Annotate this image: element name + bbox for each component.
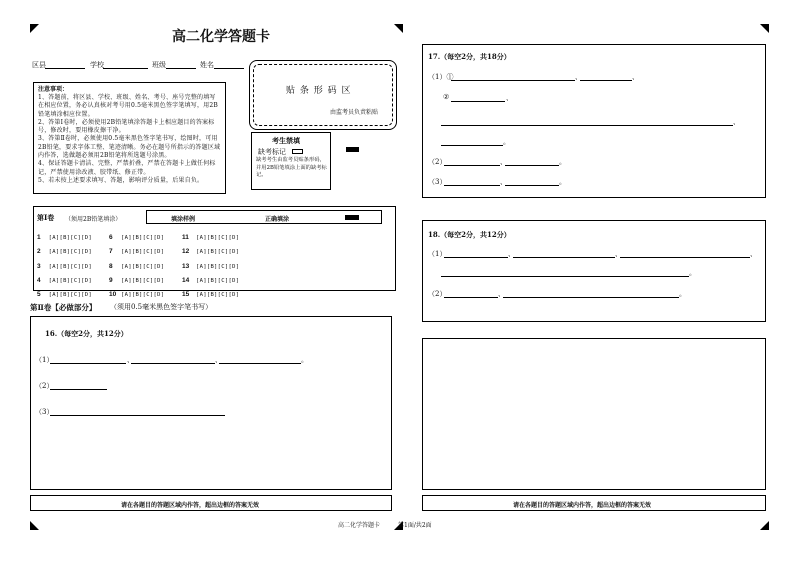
option-bubbles[interactable]: [A][B][C][D] xyxy=(196,249,240,256)
answer-blank[interactable] xyxy=(503,297,679,298)
absent-mark-label: 缺考标记 xyxy=(258,148,286,156)
blank-answer-box[interactable] xyxy=(422,338,766,490)
option-bubbles[interactable]: [A][B][C][D] xyxy=(48,277,92,284)
separator: 、 xyxy=(498,290,505,298)
q17-part1-label: （1）① xyxy=(428,73,454,81)
barcode-sub: 由监考员负责粘贴 xyxy=(330,109,379,116)
question-number: 15 xyxy=(182,291,190,299)
answer-blank[interactable] xyxy=(513,257,615,258)
school-label: 学校 xyxy=(90,61,104,69)
q18-part1-label: （1） xyxy=(428,250,447,258)
question-number: 12 xyxy=(182,248,190,256)
page-title: 高二化学答题卡 xyxy=(172,29,270,45)
warning-text: 请在各题目的答题区域内作答，超出边框的答案无效 xyxy=(121,502,260,509)
separator: 、 xyxy=(500,178,507,186)
answer-blank[interactable] xyxy=(219,363,301,364)
q18-header: 18.（每空2分，共12分） xyxy=(428,230,511,239)
option-bubbles[interactable]: [A][B][C][D] xyxy=(48,263,92,270)
question-number: 3 xyxy=(37,262,41,270)
footer-page: 第1面/共2面 xyxy=(398,522,432,529)
absent-desc: 缺考考生由监考员贴条形码，并用2B铅笔填涂上面的缺考标记。 xyxy=(256,157,327,178)
separator: 、 xyxy=(508,250,515,258)
class-input[interactable] xyxy=(166,68,196,69)
answer-blank[interactable] xyxy=(444,297,498,298)
corner-mark xyxy=(30,521,39,530)
separator: 、 xyxy=(127,356,134,364)
answer-blank[interactable] xyxy=(620,257,750,258)
question-number: 13 xyxy=(182,262,190,270)
answer-blank[interactable] xyxy=(451,101,505,102)
q16-answer-box[interactable] xyxy=(30,316,392,490)
q17-header: 17.（每空2分，共18分） xyxy=(428,52,511,61)
name-input[interactable] xyxy=(214,68,244,69)
separator: 、 xyxy=(615,250,622,258)
answer-blank[interactable] xyxy=(505,165,559,166)
q16-part2-label: （2） xyxy=(35,382,54,390)
q16-part1-label: （1） xyxy=(35,356,54,364)
answer-blank[interactable] xyxy=(50,415,225,416)
separator: 、 xyxy=(733,118,740,126)
warning-box xyxy=(30,495,392,511)
notice-heading: 注意事项： xyxy=(38,86,69,93)
notice-item: 1、答题前，将区县、学校、班级、姓名、考号、座号完整的填写在相应位置，务必认真核对考号用0.5毫米黑色签字笔填写，用2B铅笔填涂相应位置。 xyxy=(38,94,218,118)
answer-blank[interactable] xyxy=(441,145,503,146)
separator: 、 xyxy=(750,250,757,258)
question-number: 2 xyxy=(37,248,41,256)
name-label: 姓名 xyxy=(200,61,214,69)
separator: 。 xyxy=(689,269,696,277)
q17-answer-box[interactable] xyxy=(422,44,766,198)
answer-blank[interactable] xyxy=(50,363,126,364)
question-number: 10 xyxy=(109,291,117,299)
part1-note: （须用2B铅笔填涂） xyxy=(65,216,122,223)
option-bubbles[interactable]: [A][B][C][D] xyxy=(121,263,165,270)
option-bubbles[interactable]: [A][B][C][D] xyxy=(48,235,92,241)
separator: 。 xyxy=(559,178,566,186)
question-number: 1 xyxy=(37,234,41,241)
filled-sample xyxy=(346,147,359,152)
question-number: 7 xyxy=(109,248,113,256)
option-bubbles[interactable]: [A][B][C][D] xyxy=(121,292,165,299)
separator: 。 xyxy=(559,158,566,166)
corner-mark xyxy=(30,24,39,33)
part1-box xyxy=(33,206,396,299)
corner-mark xyxy=(760,521,769,530)
notice-item: 3、答第Ⅱ卷时，必须使用0.5毫米黑色签字笔书写，绘图时，可用2B铅笔，要求字体工整、笔迹清晰。务必在题号所指示的答题区域内作答，选做题必须用2B铅笔将所选题号涂黑。 xyxy=(38,135,221,160)
option-bubbles[interactable]: [A][B][C][D] xyxy=(196,263,240,270)
q16-header: 16.（每空2分，共12分） xyxy=(45,329,128,338)
part1-label: 第Ⅰ卷 xyxy=(37,213,55,222)
question-number: 4 xyxy=(37,276,41,284)
answer-blank[interactable] xyxy=(441,125,733,126)
notice-item: 5、若未按上述要求填写、答题，影响评分质量，后果自负。 xyxy=(38,176,204,184)
q17-part1b-label: ② xyxy=(443,93,450,101)
q17-part2-label: （2） xyxy=(428,158,447,166)
fill-example-box xyxy=(146,210,382,224)
option-bubbles[interactable]: [A][B][C][D] xyxy=(196,292,240,299)
separator: 、 xyxy=(215,356,222,364)
question-number: 8 xyxy=(109,262,113,270)
question-number: 6 xyxy=(109,234,113,241)
answer-blank[interactable] xyxy=(451,80,575,81)
answer-blank[interactable] xyxy=(131,363,215,364)
absent-box xyxy=(251,132,331,190)
answer-blank[interactable] xyxy=(580,80,632,81)
separator: 、 xyxy=(506,94,513,102)
answer-blank[interactable] xyxy=(444,185,500,186)
answer-blank[interactable] xyxy=(444,257,508,258)
option-bubbles[interactable]: [A][B][C][D] xyxy=(121,235,165,241)
q18-part2-label: （2） xyxy=(428,290,447,298)
option-bubbles[interactable]: [A][B][C][D] xyxy=(196,235,240,241)
answer-blank[interactable] xyxy=(50,389,107,390)
barcode-area xyxy=(249,60,397,130)
separator: 、 xyxy=(632,73,639,81)
warning-text: 请在各题目的答题区域内作答，超出边框的答案无效 xyxy=(513,502,652,509)
question-number: 11 xyxy=(182,234,189,241)
notice-item: 4、保证答题卡清洁、完整，严禁折叠，严禁在答题卡上做任何标记，严禁使用涂改液、胶带纸、修正带。 xyxy=(38,160,216,176)
q16-part3-label: （3） xyxy=(35,408,54,416)
option-bubbles[interactable]: [A][B][C][D] xyxy=(48,249,92,256)
q18-answer-box[interactable] xyxy=(422,220,766,322)
separator: 、 xyxy=(500,158,507,166)
separator: 。 xyxy=(503,138,510,146)
option-bubbles[interactable]: [A][B][C][D] xyxy=(48,292,92,299)
school-input[interactable] xyxy=(103,68,148,69)
district-input[interactable] xyxy=(45,68,85,69)
separator: 。 xyxy=(679,290,686,298)
separator: 。 xyxy=(301,356,308,364)
notice-box xyxy=(33,82,226,194)
option-bubbles[interactable]: [A][B][C][D] xyxy=(196,277,240,284)
district-label: 区县 xyxy=(32,61,46,69)
separator: 、 xyxy=(575,73,582,81)
correct-label: 正确填涂 xyxy=(265,216,290,223)
class-label: 班级 xyxy=(152,61,166,69)
warning-box xyxy=(422,495,766,511)
question-number: 9 xyxy=(109,276,113,284)
option-bubbles[interactable]: [A][B][C][D] xyxy=(121,277,165,284)
absent-heading: 考生禁填 xyxy=(272,136,300,145)
absent-mark-box[interactable] xyxy=(292,149,303,154)
corner-mark xyxy=(760,24,769,33)
q17-part3-label: （3） xyxy=(428,178,447,186)
footer-name: 高二化学答题卡 xyxy=(338,522,381,529)
corner-mark xyxy=(394,24,403,33)
question-number: 5 xyxy=(37,291,41,299)
answer-blank[interactable] xyxy=(444,165,500,166)
notice-item: 2、答第Ⅰ卷时，必须使用2B铅笔填涂答题卡上相应题目的答案标号，修改时，要用橡皮擦干净。 xyxy=(38,118,215,135)
option-bubbles[interactable]: [A][B][C][D] xyxy=(121,249,165,256)
answer-blank[interactable] xyxy=(505,185,559,186)
part2-note: （须用0.5毫米黑色签字笔书写） xyxy=(110,303,213,311)
answer-blank[interactable] xyxy=(441,276,689,277)
correct-fill-sample xyxy=(345,215,359,220)
question-number: 14 xyxy=(182,276,190,284)
barcode-label: 贴 条 形 码 区 xyxy=(286,86,352,96)
part2-label: 第Ⅱ卷【必做部分】 xyxy=(30,303,97,312)
example-label: 填涂样例 xyxy=(171,216,196,223)
